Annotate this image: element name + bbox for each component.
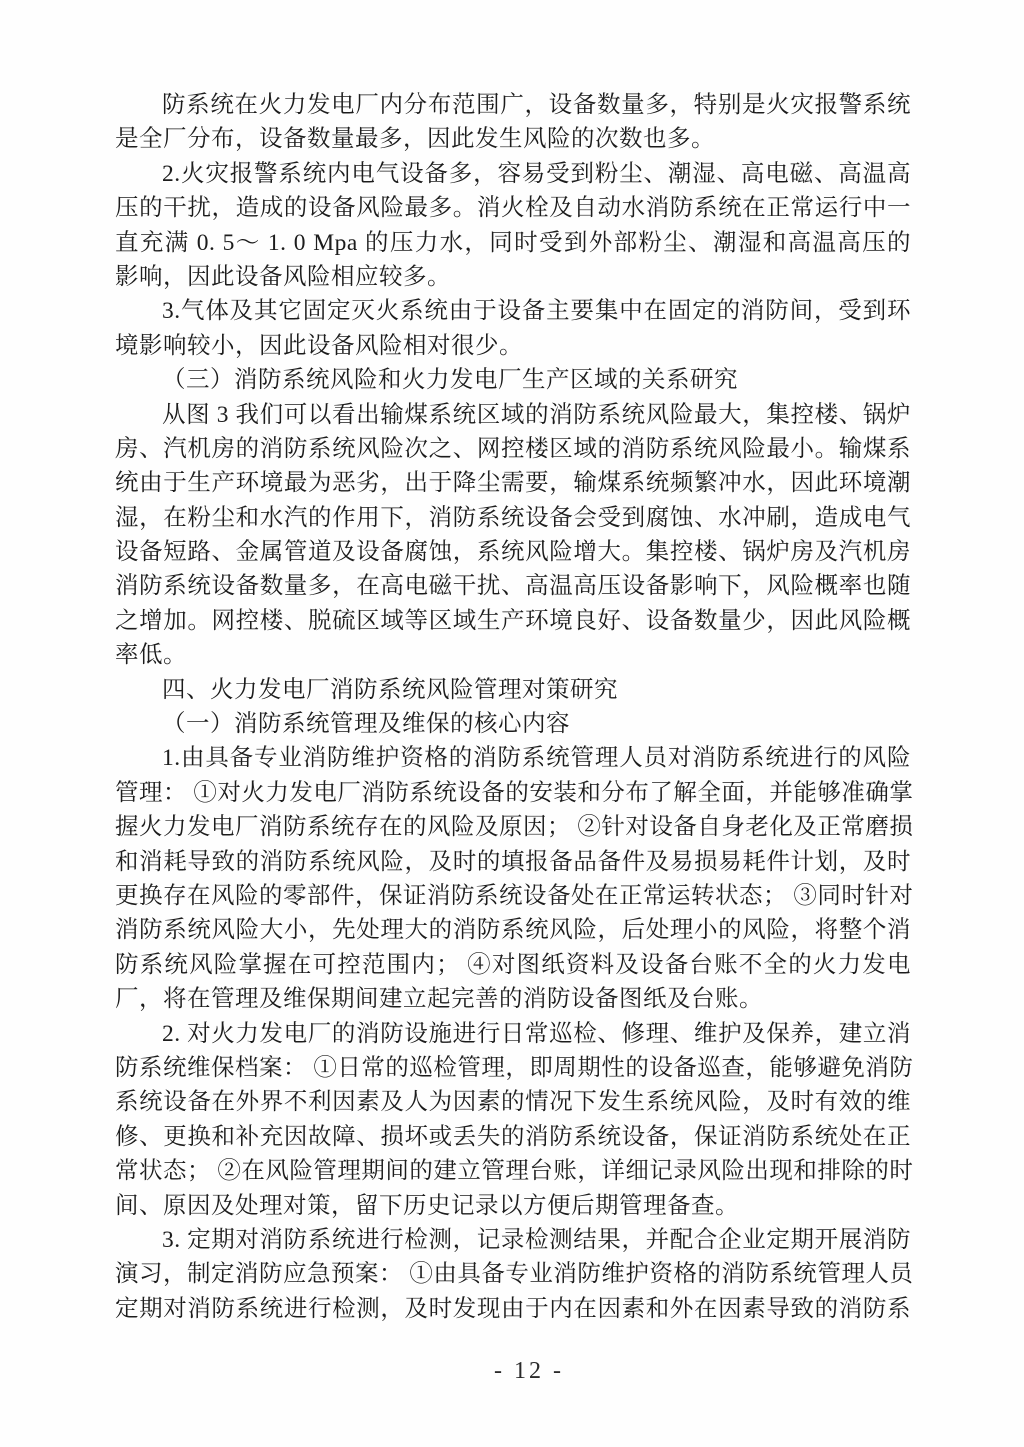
text-line: 厂，将在管理及维保期间建立起完善的消防设备图纸及台账。 bbox=[115, 986, 763, 1013]
text-line: 更换存在风险的零部件，保证消防系统设备处在正常运转状态； ③同时针对 bbox=[115, 882, 914, 909]
text-line: 之增加。网控楼、脱硫区域等区域生产环境良好、设备数量少，因此风险概 bbox=[115, 607, 911, 634]
text-line: 统由于生产环境最为恶劣，出于降尘需要，输煤系统频繁冲水，因此环境潮 bbox=[115, 470, 911, 497]
text-line: 2. 对火力发电厂的消防设施进行日常巡检、修理、维护及保养，建立消 bbox=[162, 1020, 911, 1047]
text-line: 2.火灾报警系统内电气设备多，容易受到粉尘、潮湿、高电磁、高温高 bbox=[162, 160, 911, 187]
text-line: 率低。 bbox=[115, 642, 187, 669]
text-line: 3.气体及其它固定灭火系统由于设备主要集中在固定的消防间，受到环 bbox=[162, 298, 911, 325]
text-line: 演习，制定消防应急预案： ①由具备专业消防维护资格的消防系统管理人员 bbox=[115, 1261, 914, 1288]
text-line: 防系统维保档案： ①日常的巡检管理，即周期性的设备巡查，能够避免消防 bbox=[115, 1054, 914, 1081]
text-line: 影响，因此设备风险相应较多。 bbox=[115, 263, 451, 290]
text-line: 境影响较小，因此设备风险相对很少。 bbox=[115, 332, 523, 359]
text-line: 防系统风险掌握在可控范围内； ④对图纸资料及设备台账不全的火力发电 bbox=[115, 951, 911, 978]
text-line: 直充满 0. 5～ 1. 0 Mpa 的压力水，同时受到外部粉尘、潮湿和高温高压的 bbox=[115, 229, 911, 256]
text-line: 防系统在火力发电厂内分布范围广，设备数量多，特别是火灾报警系统 bbox=[162, 92, 911, 118]
page-number: - 12 - bbox=[494, 1358, 564, 1384]
text-line: 定期对消防系统进行检测，及时发现由于内在因素和外在因素导致的消防系 bbox=[115, 1295, 911, 1322]
text-line: 管理： ①对火力发电厂消防系统设备的安装和分布了解全面，并能够准确掌 bbox=[115, 779, 914, 806]
text-line: 间、原因及处理对策，留下历史记录以方便后期管理备查。 bbox=[115, 1192, 739, 1219]
text-line: 四、火力发电厂消防系统风险管理对策研究 bbox=[162, 676, 618, 703]
text-line: 湿，在粉尘和水汽的作用下，消防系统设备会受到腐蚀、水冲刷，造成电气 bbox=[115, 504, 911, 531]
text-line: 压的干扰，造成的设备风险最多。消火栓及自动水消防系统在正常运行中一 bbox=[115, 195, 911, 222]
text-line: 和消耗导致的消防系统风险，及时的填报备品备件及易损易耗件计划，及时 bbox=[115, 848, 911, 875]
text-line: 从图 3 我们可以看出输煤系统区域的消防系统风险最大，集控楼、锅炉 bbox=[162, 401, 911, 428]
text-line: 消防系统设备数量多，在高电磁干扰、高温高压设备影响下，风险概率也随 bbox=[115, 573, 911, 600]
text-line: （一）消防系统管理及维保的核心内容 bbox=[162, 711, 570, 738]
text-line: 房、汽机房的消防系统风险次之、网控楼区域的消防系统风险最小。输煤系 bbox=[115, 435, 911, 462]
page-footer bbox=[17, 1358, 1024, 1385]
text-line: （三）消防系统风险和火力发电厂生产区域的关系研究 bbox=[162, 367, 738, 394]
text-line: 握火力发电厂消防系统存在的风险及原因； ②针对设备自身老化及正常磨损 bbox=[115, 814, 914, 841]
text-line: 3. 定期对消防系统进行检测，记录检测结果，并配合企业定期开展消防 bbox=[162, 1226, 911, 1253]
text-line: 系统设备在外界不利因素及人为因素的情况下发生系统风险，及时有效的维 bbox=[115, 1089, 911, 1116]
text-line: 消防系统风险大小，先处理大的消防系统风险，后处理小的风险，将整个消 bbox=[115, 917, 911, 944]
text-line: 设备短路、金属管道及设备腐蚀，系统风险增大。集控楼、锅炉房及汽机房 bbox=[115, 539, 911, 566]
text-line: 是全厂分布，设备数量最多，因此发生风险的次数也多。 bbox=[115, 126, 715, 153]
text-line: 常状态； ②在风险管理期间的建立管理台账，详细记录风险出现和排除的时 bbox=[115, 1158, 914, 1185]
text-line: 1.由具备专业消防维护资格的消防系统管理人员对消防系统进行的风险 bbox=[162, 745, 911, 772]
text-line: 修、更换和补充因故障、损坏或丢失的消防系统设备，保证消防系统处在正 bbox=[115, 1123, 911, 1150]
text-block bbox=[115, 88, 914, 1326]
